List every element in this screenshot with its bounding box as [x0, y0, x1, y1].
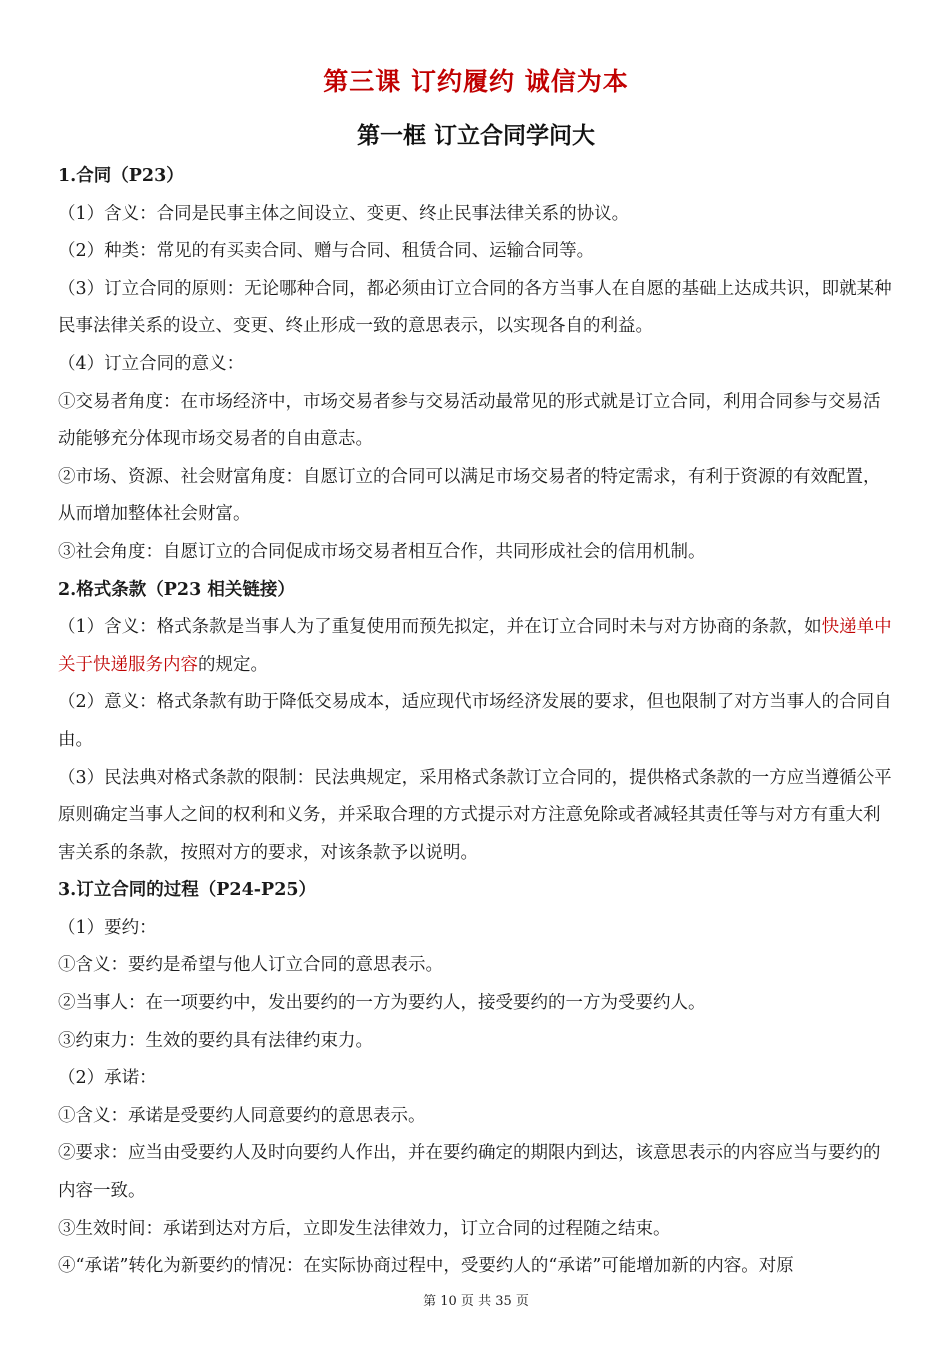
heading-standard-clause: 2.格式条款（P23 相关链接） — [58, 579, 295, 600]
paragraph: ②要求：应当由受要约人及时向要约人作出，并在要约确定的期限内到达，该意思表示的内容应当与要约的内容一致。 — [58, 1143, 881, 1202]
paragraph: （2）种类：常见的有买卖合同、赠与合同、租赁合同、运输合同等。 — [58, 241, 595, 262]
paragraph: （4）订立合同的意义： — [58, 353, 245, 374]
paragraph: ②市场、资源、社会财富角度：自愿订立的合同可以满足市场交易者的特定需求，有利于资源的有效配置，从而增加整体社会财富。 — [58, 466, 881, 525]
heading-contract-process: 3.订立合同的过程（P24-P25） — [58, 880, 317, 901]
paragraph: ③社会角度：自愿订立的合同促成市场交易者相互合作，共同形成社会的信用机制。 — [58, 541, 706, 562]
heading-contract: 1.合同（P23） — [58, 166, 184, 186]
paragraph: ①交易者角度：在市场经济中，市场交易者参与交易活动最常见的形式就是订立合同，利用合同参与交易活动能够充分体现市场交易者的自由意志。 — [58, 391, 881, 450]
paragraph: （1）含义：合同是民事主体之间设立、变更、终止民事法律关系的协议。 — [58, 203, 630, 224]
paragraph: ①含义：要约是希望与他人订立合同的意思表示。 — [58, 955, 443, 976]
paragraph-text: 的规定。 — [198, 654, 268, 675]
page-number-footer: 第 10 页 共 35 页 — [423, 1294, 529, 1309]
section-subtitle: 第一框 订立合同学问大 — [356, 122, 595, 149]
paragraph — [58, 609, 896, 684]
lesson-title: 第三课 订约履约 诚信为本 — [323, 67, 629, 96]
paragraph: ②当事人：在一项要约中，发出要约的一方为要约人，接受要约的一方为受要约人。 — [58, 993, 706, 1014]
paragraph: （2）意义：格式条款有助于降低交易成本，适应现代市场经济发展的要求，但也限制了对方当事人的合同自由。 — [58, 692, 892, 750]
paragraph: （3）订立合同的原则：无论哪种合同，都必须由订立合同的各方当事人在自愿的基础上达成共识，即就某种民事法律关系的设立、变更、终止形成一致的意思表示，以实现各自的利益。 — [58, 278, 892, 337]
document-body — [58, 158, 896, 1286]
paragraph: （3）民法典对格式条款的限制：民法典规定，采用格式条款订立合同的，提供格式条款的一方应当遵循公平原则确定当事人之间的权利和义务，并采取合理的方式提示对方注意免除或者减轻其责任等与对方有重大利害关系的条款，按照对方的要求，对该条款予以说明。 — [58, 767, 892, 863]
paragraph: ③生效时间：承诺到达对方后，立即发生法律效力，订立合同的过程随之结束。 — [58, 1218, 671, 1239]
paragraph: （1）要约： — [58, 917, 157, 938]
paragraph: ①含义：承诺是受要约人同意要约的意思表示。 — [58, 1105, 426, 1126]
paragraph: ④“承诺”转化为新要约的情况：在实际协商过程中，受要约人的“承诺”可能增加新的内容。对原 — [58, 1256, 794, 1277]
paragraph-text: （1）含义：格式条款是当事人为了重复使用而预先拟定，并在订立合同时未与对方协商的条款，如 — [58, 617, 822, 638]
paragraph: （2）承诺： — [58, 1068, 157, 1089]
highlighted-example: 快递单中关于快递服务内容 — [58, 617, 892, 675]
paragraph: ③约束力：生效的要约具有法律约束力。 — [58, 1030, 373, 1051]
